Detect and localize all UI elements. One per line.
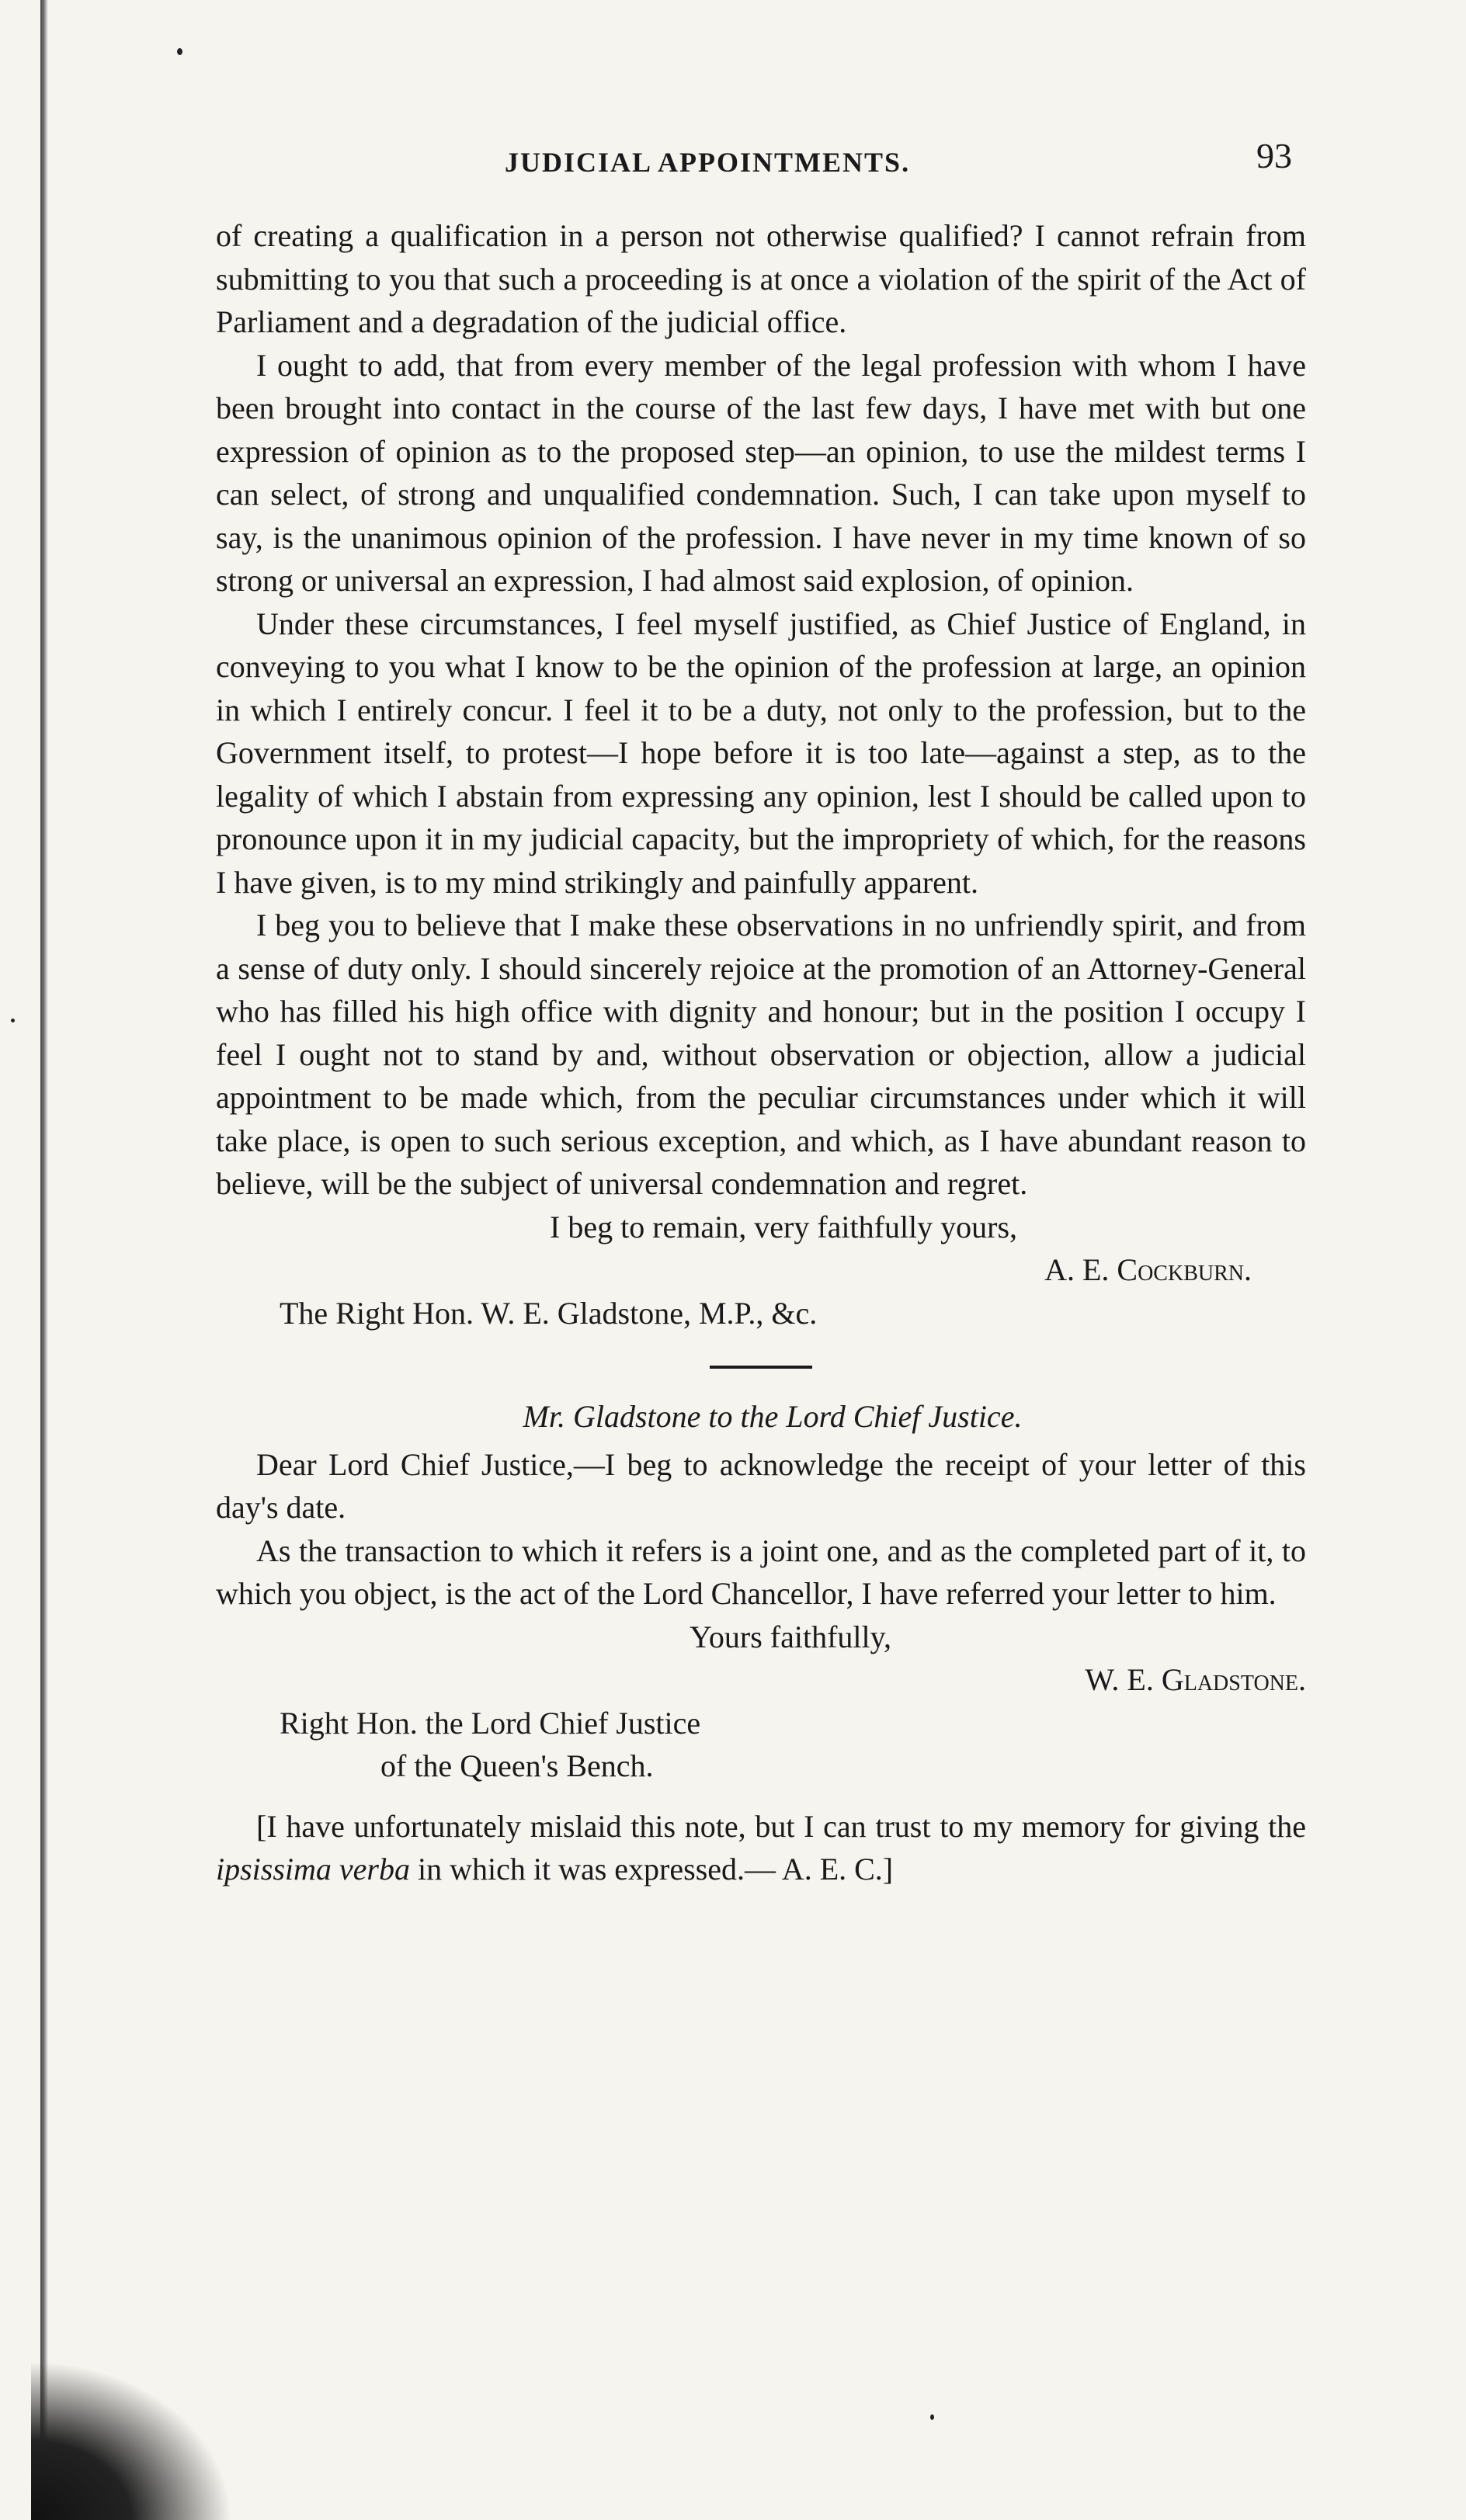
- letter-addressee: The Right Hon. W. E. Gladstone, M.P., &c.: [280, 1295, 818, 1331]
- letter-paragraph: Under these circumstances, I feel myself justified, as Chief Justice of England, in conveying to you what I know to be the opinion of the profession at large, an opinion in which I entirely concur. I feel it to be a duty, not only to the profession, but to the Government itself, to protest—I hope before it is too late—against a step, as to the legality of which I abstain from expressing any opinion, lest I should be called upon to pronounce upon it in my judicial capacity, but the impropriety of which, for the reasons I have given, is to my mind strikingly and painfully apparent.: [216, 606, 1306, 900]
- editor-note: [216, 1805, 1306, 1891]
- running-head: JUDICIAL APPOINTMENTS.: [505, 147, 911, 178]
- note-text-after: in which it was expressed.— A. E. C.]: [410, 1852, 894, 1887]
- page-header: [0, 132, 1466, 194]
- letter-paragraph: I beg you to believe that I make these observations in no unfriendly spirit, and from a sense of duty only. I should sincerely rejoice at the promotion of an Attorney-General who has filled his high office with dignity and honour; but in the position I occupy I feel I ought not to stand by and, without observation or objection, allow a judicial appointment to be made which, from the peculiar circumstances under which it will take place, is open to such serious exception, and which, as I have abundant reason to believe, will be the subject of universal condemnation and regret.: [216, 908, 1306, 1201]
- reply-paragraph: Dear Lord Chief Justice,—I beg to acknowledge the receipt of your letter of this day's date.: [216, 1446, 1306, 1525]
- reply-paragraph: As the transaction to which it refers is a joint one, and as the completed part of it, to which you object, is the act of the Lord Chancellor, I have referred your letter to him.: [216, 1532, 1306, 1611]
- section-divider: [710, 1366, 812, 1369]
- reply-addressee-line1: Right Hon. the Lord Chief Justice: [280, 1705, 701, 1741]
- ink-speck: [930, 2414, 934, 2420]
- body-text: [216, 214, 1306, 1891]
- page-corner-shadow: [31, 2360, 233, 2520]
- letter-paragraph: I ought to add, that from every member of the legal profession with whom I have been brought into contact in the course of the last few days, I have met with but one expression of opinion as to the proposed step—an opinion, to use the mildest terms I can select, of strong and unqualified condemnation. Such, I can take upon myself to say, is the unanimous opinion of the profession. I have never in my time known of so strong or universal an expression, I had almost said explosion, of opinion.: [216, 347, 1306, 598]
- page-number: 93: [1256, 136, 1292, 175]
- reply-signature: W. E. Gladstone.: [1085, 1662, 1306, 1697]
- reply-addressee-line2: of the Queen's Bench.: [380, 1748, 654, 1783]
- letter-closing: I beg to remain, very faithfully yours,: [550, 1209, 1018, 1244]
- reply-closing: Yours faithfully,: [690, 1619, 892, 1654]
- ink-speck: [177, 48, 182, 55]
- page-binding-edge: [40, 0, 48, 2520]
- letter-signature: A. E. Cockburn.: [1044, 1252, 1252, 1287]
- letter-paragraph: of creating a qualification in a person not otherwise qualified? I cannot refrain from submitting to you that such a proceeding is at once a violation of the spirit of the Act of Parliament and a degradation of the judicial office.: [216, 218, 1306, 339]
- note-text-before: [I have unfortunately mislaid this note, but I can trust to my memory for giving the: [256, 1808, 1306, 1844]
- reply-title: Mr. Gladstone to the Lord Chief Justice.: [523, 1399, 1023, 1434]
- ink-speck: [11, 1019, 15, 1022]
- note-latin-phrase: ipsissima verba: [216, 1852, 410, 1887]
